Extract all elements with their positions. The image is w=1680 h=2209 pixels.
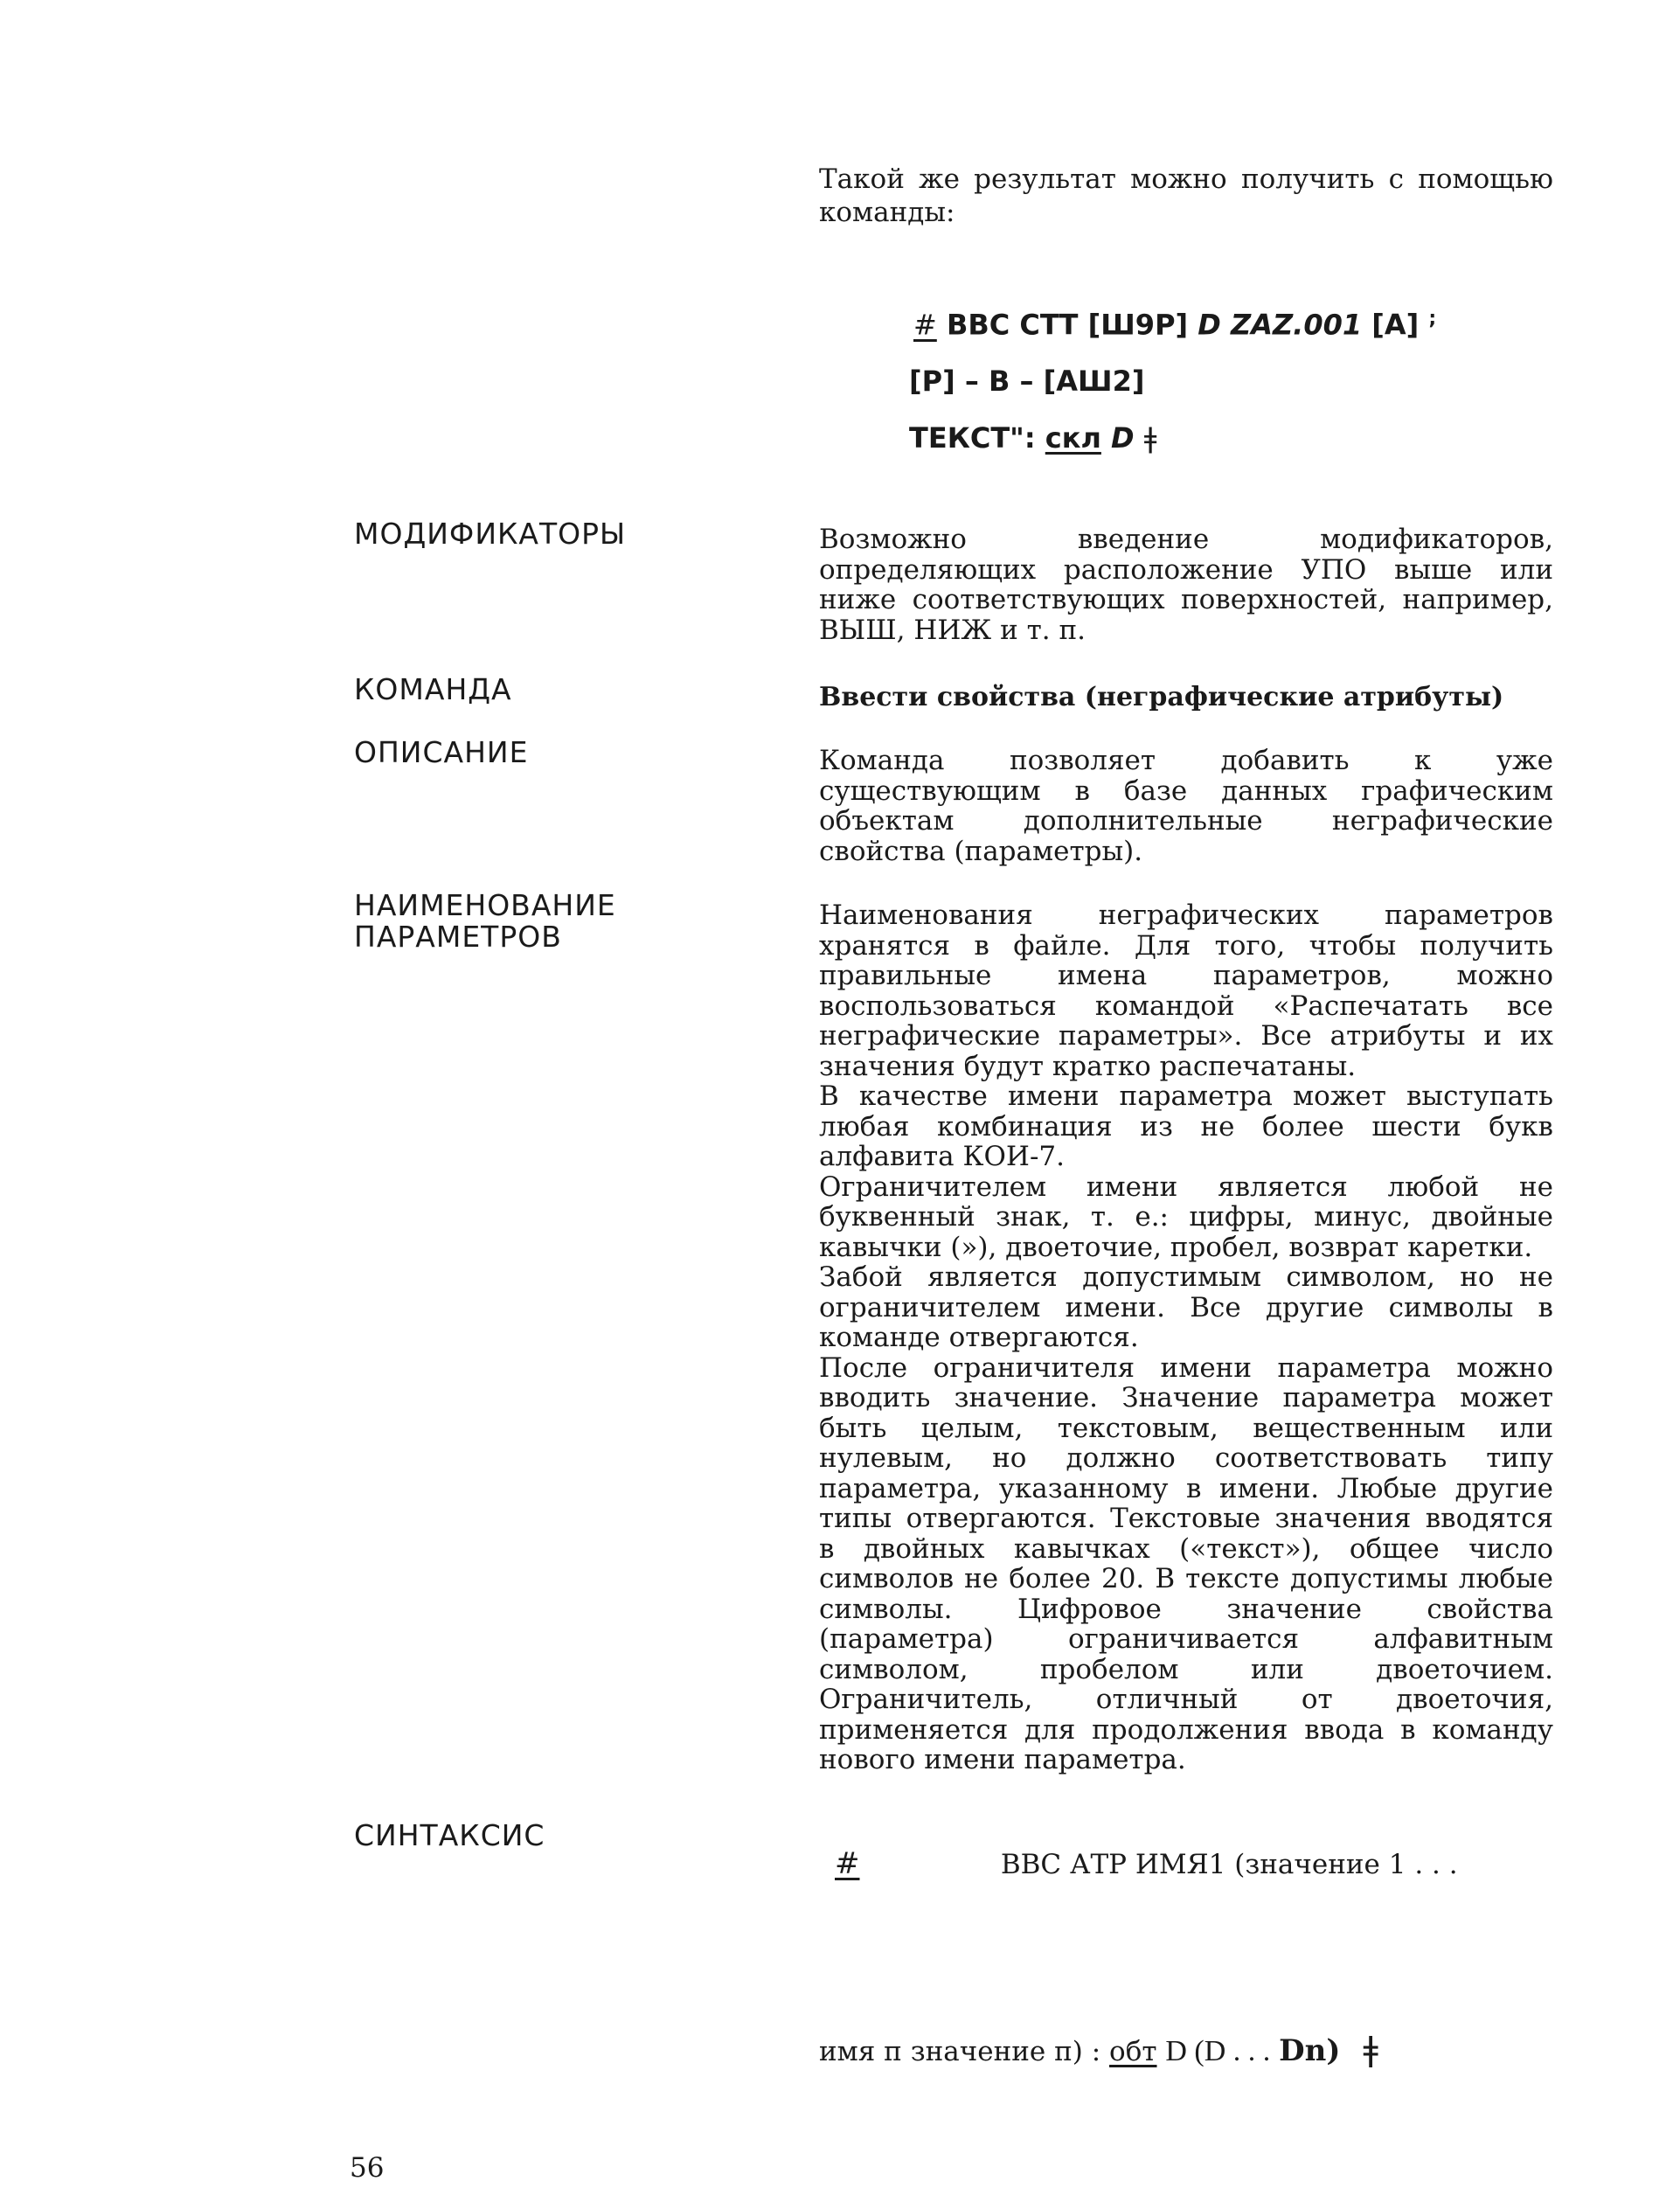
command-title: Ввести свойства (неграфические атрибуты) [819, 682, 1504, 712]
description-text: Команда позволяет добавить к уже существующим в базе данных графическим объектам дополнительные неграфические свойства (параметры). [819, 745, 1553, 867]
param-paragraph-2: В качестве имени параметра может выступать любая комбинация из не более шести букв алфавита КОИ-7. [819, 1080, 1553, 1172]
label-syntax: СИНТАКСИС [354, 1818, 545, 1852]
param-paragraph-4: Забой является допустимым символом, но не ограничителем имени. Все другие символы в команде отвергаются. [819, 1261, 1553, 1353]
command-separator: ; [1428, 308, 1437, 330]
syntax-rest: D (D . . . [1165, 2035, 1271, 2067]
command-id: ZAZ.001 [1230, 308, 1363, 342]
page-number: 56 [350, 2152, 385, 2184]
command-example-line-1 [913, 308, 1436, 342]
command-text: ВВС СТТ [Ш9Р] [946, 308, 1189, 342]
end-symbol: ǂ [1363, 2030, 1378, 2068]
command-a: [A] [1371, 308, 1420, 342]
command-text-label: ТЕКСТ": [909, 421, 1036, 455]
param-names-text [819, 900, 1553, 1775]
hash-symbol: # [835, 1846, 860, 1881]
param-paragraph-1: Наименования неграфических параметров хранятся в файле. Для того, чтобы получить правильные имена параметров, можно воспользоваться командой «Распечатать все неграфические параметры». Все атрибуты и их значения будут кратко распечатаны. [819, 900, 1553, 1082]
command-d: D [1198, 308, 1221, 342]
syntax-prefix: имя п значение п) : [819, 2036, 1101, 2067]
command-example-line-2: [Р] – В – [АШ2] [909, 365, 1145, 398]
label-command: КОМАНДА [354, 672, 512, 706]
param-paragraph-5: После ограничителя имени параметра можно вводить значение. Значение параметра может быть целым, текстовым, вещественным или нулевым, но должно соответствовать типу параметра, указанному в имени. Любые другие типы отвергаются. Текстовые значения вводятся в двойных кавычках («текст»), общее число символов не более 20. В тексте допустимы любые символы. Цифровое значение свойства (параметра) ограничивается алфавитным символом, пробелом или двоеточием. Ограничитель, отличный от двоеточия, применяется для продолжения ввода в команду нового имени параметра. [819, 1351, 1553, 1775]
syntax-line-1 [835, 1846, 1560, 1881]
syntax-dn: Dn) [1279, 2033, 1341, 2068]
label-description: ОПИСАНИЕ [354, 735, 529, 769]
syntax-line-2 [819, 2030, 1378, 2068]
modifiers-text: Возможно введение модификаторов, определяющих расположение УПО выше или ниже соответствующих поверхностей, например, ВЫШ, НИЖ и т. п. [819, 524, 1553, 646]
param-paragraph-3: Ограничителем имени является любой не буквенный знак, т. е.: цифры, минус, двойные кавычки (»), двоеточие, пробел, возврат каретки. [819, 1170, 1553, 1263]
label-param-names: НАИМЕНОВАНИЕ ПАРАМЕТРОВ [354, 888, 616, 954]
end-symbol: ǂ [1143, 421, 1157, 455]
label-modifiers: МОДИФИКАТОРЫ [354, 517, 627, 551]
syntax-command: ВВС АТР ИМЯ1 (значение 1 . . . [1000, 1849, 1458, 1880]
intro-text: Такой же результат можно получить с помощью команды: [819, 163, 1553, 228]
syntax-obt: обт [1109, 2036, 1157, 2067]
command-example-line-3 [909, 421, 1156, 455]
hash-symbol: # [913, 308, 937, 342]
command-skl: скл [1045, 421, 1101, 455]
command-d: D [1111, 421, 1135, 455]
